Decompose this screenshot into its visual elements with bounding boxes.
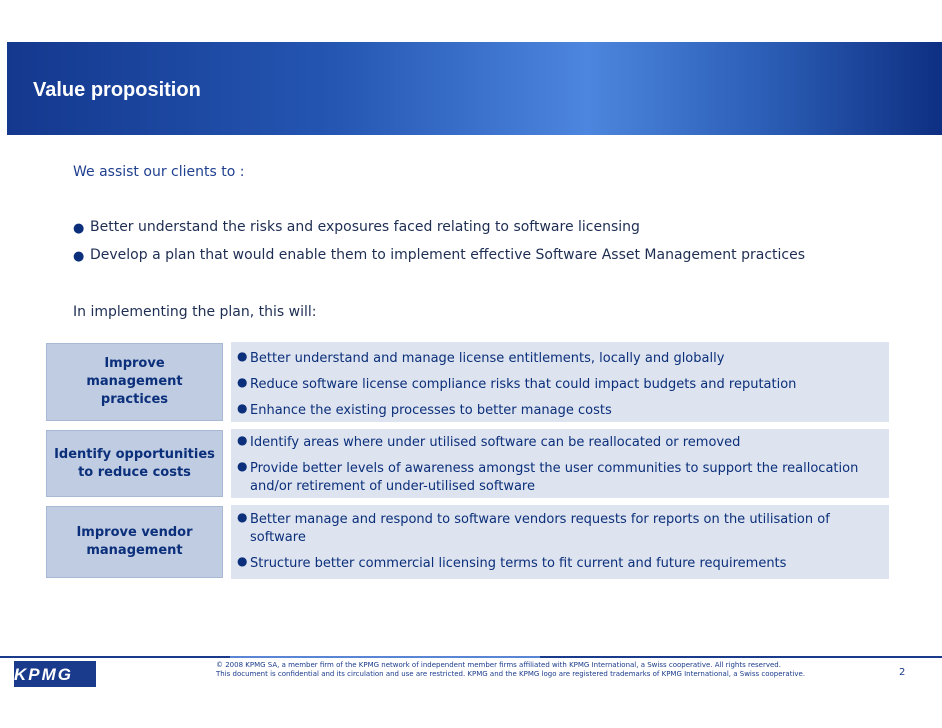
row-content [231, 505, 889, 579]
benefit-item: ● Reduce software license compliance risks that could impact budgets and reputation [237, 375, 797, 392]
title-banner [7, 42, 942, 135]
bullet-dot-icon: ● [237, 433, 248, 447]
row-label: Improve vendor management [45, 505, 224, 579]
benefit-row-costs [45, 429, 889, 498]
intro-text: We assist our clients to : [73, 164, 245, 180]
page-number: 2 [899, 667, 906, 678]
page-title: Value proposition [33, 79, 201, 101]
row-content [231, 429, 889, 498]
bullet-dot-icon: ● [73, 221, 85, 236]
benefit-item: ● Structure better commercial licensing terms to fit current and future requirements [237, 554, 787, 571]
bullet-dot-icon: ● [237, 349, 248, 363]
bullet-dot-icon: ● [237, 401, 248, 415]
benefit-item: ● Better manage and respond to software vendors requests for reports on the utilisation of software [237, 510, 830, 545]
bullet-dot-icon: ● [237, 459, 248, 473]
bullet-item: ● Better understand the risks and exposures faced relating to software licensing [73, 219, 640, 236]
benefit-item: ● Identify areas where under utilised software can be reallocated or removed [237, 433, 741, 450]
implementing-text: In implementing the plan, this will: [73, 304, 317, 320]
row-label: Improve management practices [45, 342, 224, 422]
bullet-dot-icon: ● [237, 510, 248, 524]
benefit-item: ● Enhance the existing processes to better manage costs [237, 401, 612, 418]
bullet-dot-icon: ● [237, 554, 248, 568]
row-content [231, 342, 889, 422]
copyright-notice: © 2008 KPMG SA, a member firm of the KPMG network of independent member firms affiliated with KPMG International, a Swiss cooperative. All rights reserved. This document is confidential and its circulation and use are restricted. KPMG and the KPMG logo are registered trademarks of KPMG International, a Swiss cooperative. [216, 661, 806, 678]
benefit-item: ● Provide better levels of awareness amongst the user communities to support the reallocation and/or retirement of under-utilised software [237, 459, 859, 494]
row-label: Identify opportunities to reduce costs [45, 429, 224, 498]
benefit-row-vendor [45, 505, 889, 579]
benefit-row-management [45, 342, 889, 422]
benefit-item: ● Better understand and manage license entitlements, locally and globally [237, 349, 725, 366]
bullet-item: ● Develop a plan that would enable them to implement effective Software Asset Management practices [73, 247, 805, 264]
footer-divider-accent [230, 656, 540, 658]
bullet-dot-icon: ● [73, 249, 85, 264]
logo-text: KPMG [14, 665, 73, 684]
kpmg-logo [14, 661, 96, 687]
bullet-dot-icon: ● [237, 375, 248, 389]
intro-bullet-list [73, 219, 805, 275]
